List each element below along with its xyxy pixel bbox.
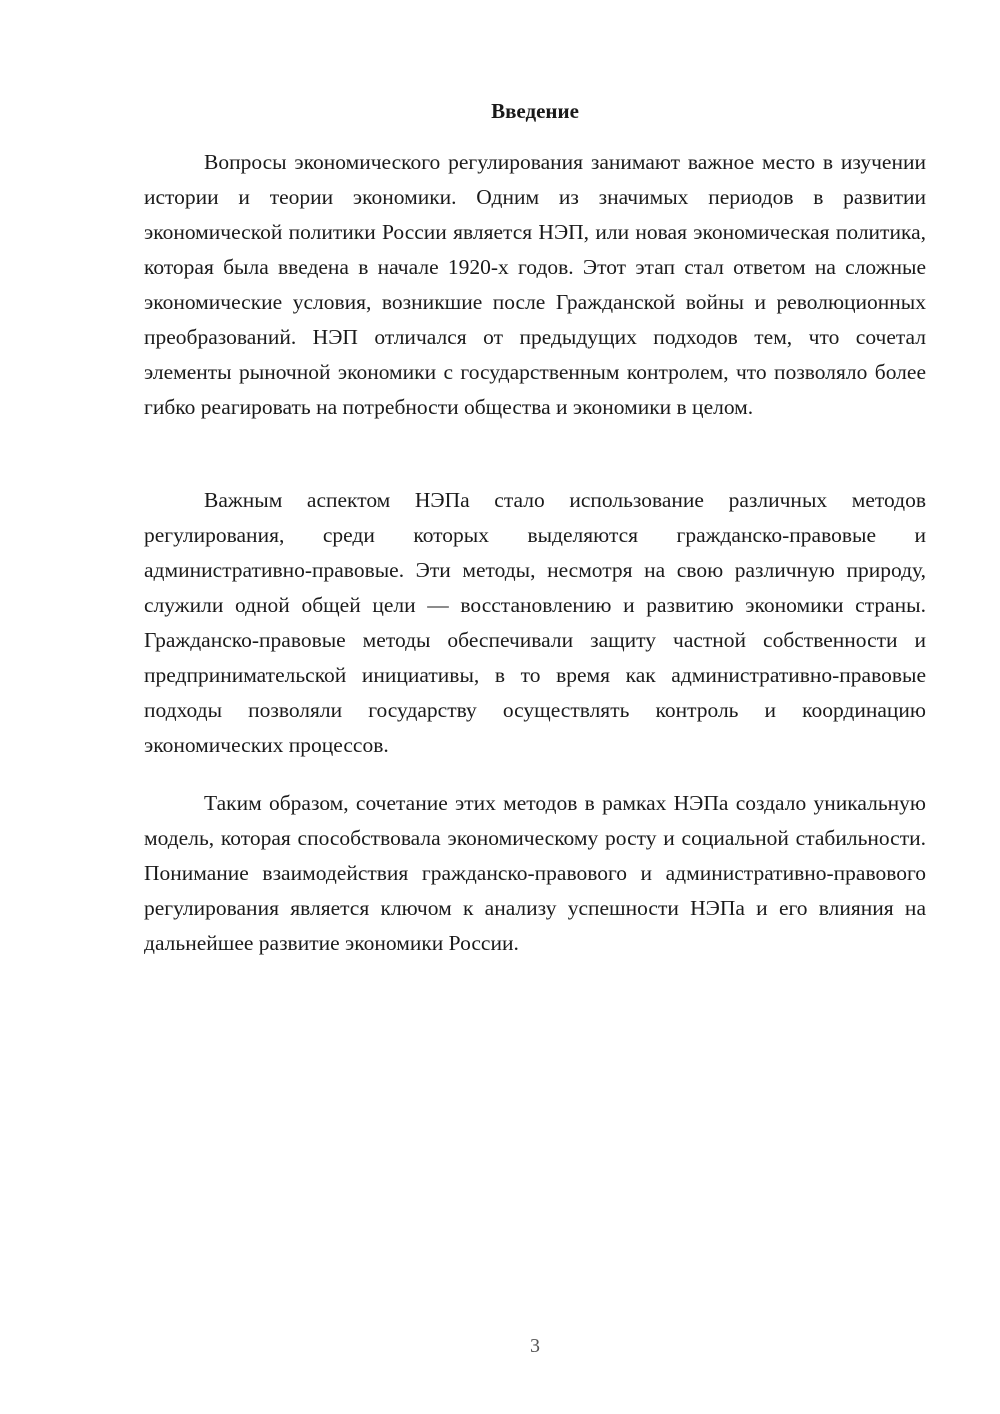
body-paragraph: Таким образом, сочетание этих методов в рамках НЭПа создало уникальную модель, которая способствовала экономическому росту и социальной стабильности. Понимание взаимодействия гражданско-правового и административно-правового регулирования является ключом к анализу успешности НЭПа и его влияния на дальнейшее развитие экономики России. [144, 791, 926, 955]
body-paragraph: Важным аспектом НЭПа стало использование различных методов регулирования, среди которых выделяются гражданско-правовые и административно-правовые. Эти методы, несмотря на свою различную природу, служили одной общей цели — восстановлению и развитию экономики страны. Гражданско-правовые методы обеспечивали защиту частной собственности и предпринимательской инициативы, в то время как административно-правовые подходы позволяли государству осуществлять контроль и координацию экономических процессов. [144, 488, 926, 757]
page-number: 3 [530, 1335, 540, 1357]
section-heading: Введение [491, 99, 579, 123]
body-paragraph: Вопросы экономического регулирования занимают важное место в изучении истории и теории экономики. Одним из значимых периодов в развитии экономической политики России является НЭП, или новая экономическая политика, которая была введена в начале 1920-х годов. Этот этап стал ответом на сложные экономические условия, возникшие после Гражданской войны и революционных преобразований. НЭП отличался от предыдущих подходов тем, что сочетал элементы рыночной экономики с государственным контролем, что позволяло более гибко реагировать на потребности общества и экономики в целом. [144, 150, 926, 419]
